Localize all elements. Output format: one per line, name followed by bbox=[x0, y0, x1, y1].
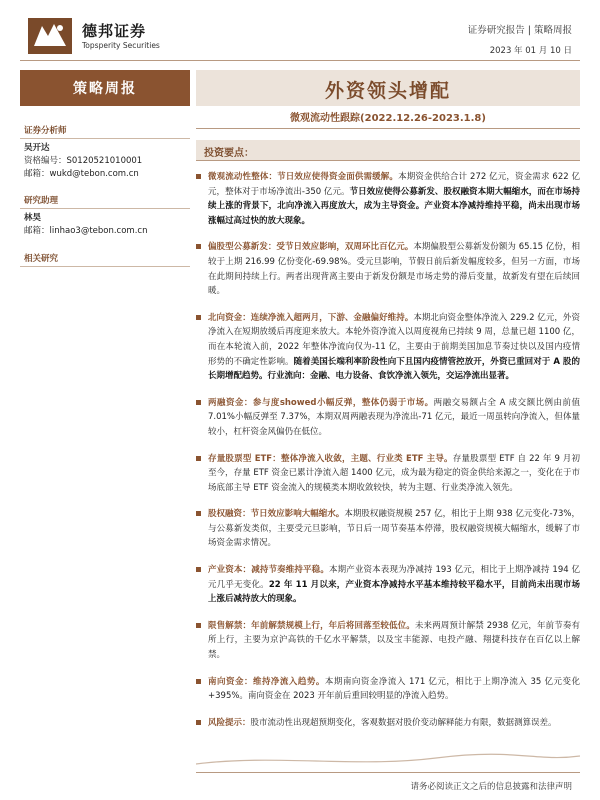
list-item bbox=[196, 170, 580, 228]
item-text: 本期资金供给合计 272 亿元，资金需求 622 亿元，整体对于市场净流出-350 亿元。 bbox=[208, 172, 580, 197]
bullet-icon bbox=[196, 567, 201, 572]
list-item bbox=[196, 311, 580, 384]
assistant-email[interactable]: 邮箱：linhao3@tebon.com.cn bbox=[24, 226, 148, 236]
item-text: 本期产业资本表现为净减持 193 亿元，相比于上期净减持 194 亿元几乎无变化。 bbox=[208, 565, 580, 590]
section-label: 投资要点： bbox=[204, 148, 254, 159]
sidebar-divider bbox=[20, 208, 190, 209]
item-heading: 风险提示： bbox=[208, 717, 251, 728]
category-box: 策略周报 bbox=[20, 70, 190, 106]
report-subtitle: 微观流动性跟踪(2022.12.26-2023.1.8) bbox=[290, 113, 486, 124]
item-text: 本期南向资金净流入 171 亿元，相比于上期净流入 35 亿元变化+395%。南向资金在 2023 开年前后重回较明显的净流入趋势。 bbox=[208, 676, 580, 702]
bullet-icon bbox=[196, 456, 201, 461]
item-text: 股市流动性出现超预期变化，客观数据对股价变动解释能力有限，数据测算误差。 bbox=[250, 717, 557, 728]
analyst-cert: 资格编号：S0120521010001 bbox=[24, 156, 143, 166]
analyst-section-title: 证券分析师 bbox=[24, 126, 67, 136]
bullet-icon bbox=[196, 623, 201, 628]
sidebar-divider bbox=[20, 266, 190, 267]
assistant-name: 林昊 bbox=[24, 213, 42, 223]
bullet-icon bbox=[196, 400, 201, 405]
item-heading: 微观流动性整体：节日效应使得资金面供需缓解。 bbox=[208, 172, 399, 182]
list-item bbox=[196, 675, 580, 704]
item-heading: 偏股型公募新发：受节日效应影响，双周环比百亿元。 bbox=[208, 242, 414, 253]
bullet-icon bbox=[196, 720, 201, 725]
bullet-icon bbox=[196, 679, 201, 684]
item-emphasis: 22 年 11 月以来，产业资本净减持水平基本维持较平稳水平，目前尚未出现市场上涨后减持放大的现象。 bbox=[208, 579, 580, 605]
list-item bbox=[196, 240, 580, 298]
report-title: 外资领头增配 bbox=[324, 80, 451, 102]
bullet-icon bbox=[196, 174, 201, 179]
item-emphasis: 随着美国长端利率阶段性向下且国内疫情管控放开，外资已重回对于 A 股的长期增配趋势。行业流向：金融、电力设备、食饮净流入领先，交运净流出显著。 bbox=[208, 356, 580, 382]
analyst-email[interactable]: 邮箱：wukd@tebon.com.cn bbox=[24, 169, 139, 179]
item-text: 本期股权融资规模 257 亿，相比于上期 938 亿元变化-73%，与公募新发类似，主要受元旦影响，节日后一周节奏基本停滞，股权融资规模大幅缩水，缓解了市场资金需求情况。 bbox=[208, 509, 580, 549]
bullet-icon bbox=[196, 244, 201, 249]
list-item bbox=[196, 396, 580, 440]
bullet-icon bbox=[196, 315, 201, 320]
report-type: 证券研究报告 | 策略周报 bbox=[467, 25, 572, 36]
related-research-title: 相关研究 bbox=[24, 254, 59, 264]
item-heading: 限售解禁：年前解禁规模上行，年后将回落至较低位。 bbox=[208, 620, 415, 631]
assistant-section-title: 研究助理 bbox=[24, 196, 59, 206]
item-text: 存量股票型 ETF 自 22 年 9 月初至今，存量 ETF 资金已累计净流入超 1400 亿元，成为最为稳定的资金供给来源之一，变化在于市场底部主导 ETF 资金流入的规模类本期收敛较快，转为主题、行业类净流入领先。 bbox=[208, 453, 581, 493]
report-date: 2023 年 01 月 10 日 bbox=[489, 46, 572, 56]
list-item bbox=[196, 619, 580, 663]
item-text: 两融交易额占全 A 成交额比例由前值 7.01%小幅反弹至 7.37%，本期双周两融表现为净流出-71 亿元，最近一周虽转向净流入，但体量较小，杠杆资金风偏仍在低位。 bbox=[208, 397, 580, 437]
item-heading: 两融资金：参与度showed小幅反弹，整体仍弱于市场。 bbox=[208, 397, 434, 408]
item-text: 本期北向资金整体净流入 229.2 亿元，外资净流入在短期放缓后再度迎来放大。本轮外资净流入以周度视角已持续 9 周，总量已超 1100 亿，而在本轮流入前，2022 年整体净流向仅为-11 亿，主要由于前期美国加息节奏过快以及国内疫情形势的不确定性影响。 bbox=[208, 312, 580, 367]
item-text: 本期偏股型公募新发份额为 65.15 亿份，相较于上期 216.99 亿份变化-69.98%。受元旦影响，节假日前后新发幅度较多，但另一方面，市场在此期间持续上行。两者出现背离主要由于新发份额是市场走势的滞后变量，故新发有望在后续回暖。 bbox=[208, 242, 580, 297]
item-heading: 南向资金：维持净流入趋势。 bbox=[208, 676, 325, 687]
item-heading: 存量股票型 ETF：整体净流入收敛，主题、行业类 ETF 主导。 bbox=[208, 453, 453, 464]
item-emphasis: 节日效应使得公募新发、股权融资本期大幅缩水，而在市场持续上涨的背景下，北向净流入再度放大，成为主导资金。产业资本净减持维持平稳，尚未出现市场涨幅过高过快的放大现象。 bbox=[208, 186, 580, 226]
item-text: 未来两周预计解禁 2938 亿元，年前节奏有所上行，主要为京沪高铁的千亿水平解禁，以及宝丰能源、电投产融、翔捷科技存在百亿以上解禁。 bbox=[208, 620, 580, 661]
item-heading: 北向资金：连续净流入超两月，下游、金融偏好维持。 bbox=[208, 312, 414, 323]
bullet-icon bbox=[196, 511, 201, 516]
list-item bbox=[196, 507, 580, 551]
item-heading: 股权融资：节日效应影响大幅缩水。 bbox=[208, 509, 345, 520]
brand-english-name: Topsperity Securities bbox=[82, 41, 160, 50]
sidebar-divider bbox=[20, 138, 190, 139]
list-item bbox=[196, 452, 580, 496]
decorative-wave-icon bbox=[196, 750, 580, 768]
title-divider bbox=[196, 128, 580, 129]
header-divider bbox=[20, 60, 580, 61]
analyst-name: 吴开达 bbox=[24, 143, 50, 153]
brand-name: 德邦证券 bbox=[82, 22, 147, 40]
company-logo-icon bbox=[28, 18, 72, 54]
footer-disclaimer[interactable]: 请务必阅读正文之后的信息披露和法律声明 bbox=[410, 782, 572, 792]
list-item bbox=[196, 716, 580, 731]
highlight-list bbox=[196, 170, 580, 742]
item-heading: 产业资本：减持节奏维持平稳。 bbox=[208, 565, 329, 576]
list-item bbox=[196, 563, 580, 607]
footer-divider bbox=[196, 772, 580, 773]
